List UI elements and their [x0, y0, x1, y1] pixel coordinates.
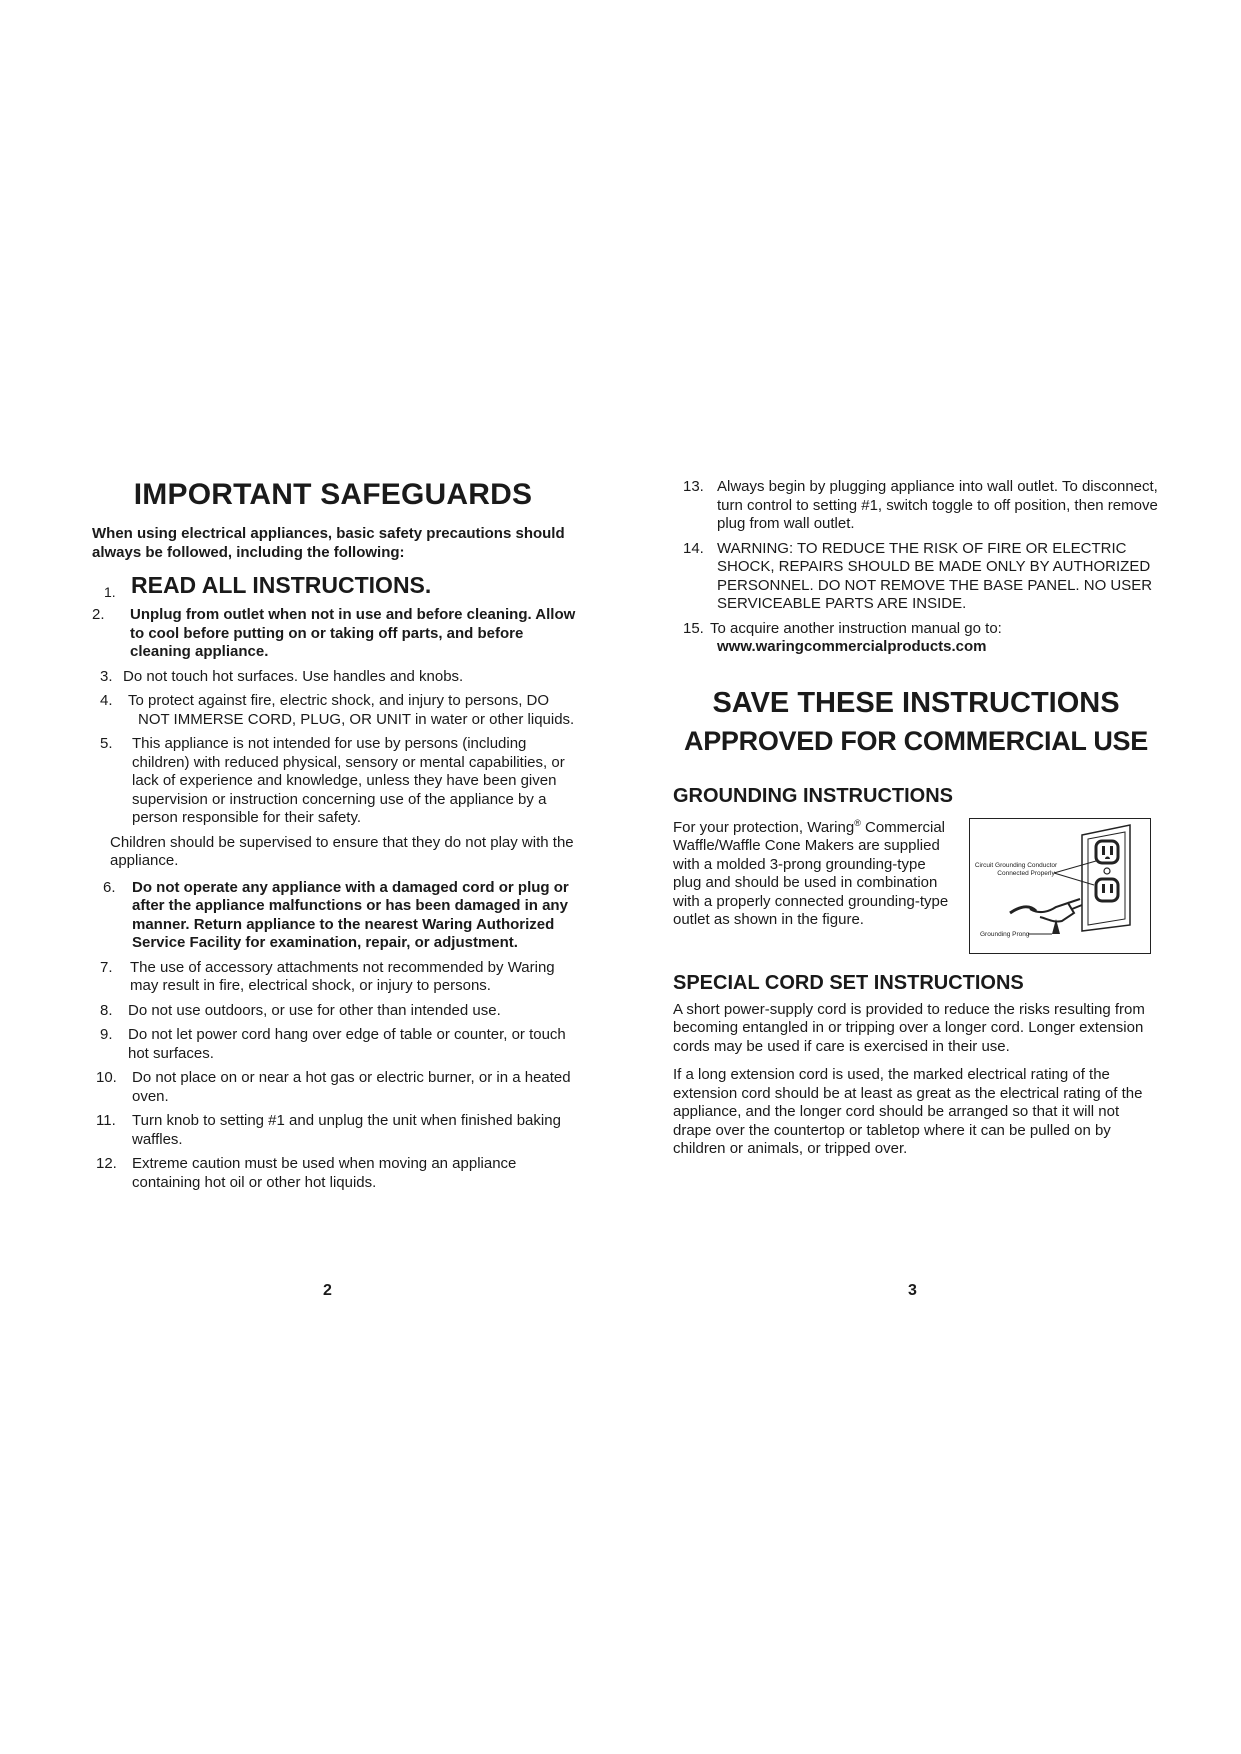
list-item: 13. Always begin by plugging appliance into wall outlet. To disconnect, turn control to setting #1, switch toggle to off position, then remove plug from wall outlet.: [683, 478, 1158, 532]
list-item: 9. Do not let power cord hang over edge of table or counter, or touch hot surfaces.: [100, 1026, 566, 1062]
list-item: 1. READ ALL INSTRUCTIONS.: [104, 572, 432, 600]
list-item: 7. The use of accessory attachments not recommended by Waring may result in fire, electrical shock, or injury to persons.: [100, 958, 555, 994]
list-item: 10. Do not place on or near a hot gas or electric burner, or in a heated oven.: [96, 1069, 571, 1105]
page-title: IMPORTANT SAFEGUARDS: [133, 478, 533, 511]
list-item: 14. WARNING: TO REDUCE THE RISK OF FIRE OR ELECTRIC SHOCK, REPAIRS SHOULD BE MADE ONLY BY AUTHORIZED PERSONNEL. DO NOT REMOVE THE BASE PANEL. NO USER SERVICEABLE PARTS ARE INSIDE.: [683, 539, 1153, 612]
list-item: 8. Do not use outdoors, or use for other than intended use.: [100, 1001, 501, 1019]
list-item: 3. Do not touch hot surfaces. Use handles and knobs.: [100, 667, 464, 685]
page-number: 2: [323, 1282, 332, 1299]
list-item: 12. Extreme caution must be used when moving an appliance containing hot oil or other hot liquids.: [96, 1155, 517, 1191]
cord-paragraph-2: If a long extension cord is used, the marked electrical rating of the extension cord should be at least as great as the electrical rating of the appliance, and the longer cord should be arranged so that it will not drape over the countertop or tabletop where it can be pulled on by children or animals, or tripped over.: [673, 1066, 1143, 1157]
cord-paragraph-1: A short power-supply cord is provided to reduce the risks resulting from becoming entangled in or tripping over a longer cord. Longer extension cords may be used if care is exercised in their use.: [673, 1000, 1145, 1055]
list-item: 2. Unplug from outlet when not in use and before cleaning. Allow to cool before putting on or taking off parts, and before cleaning appliance.: [92, 606, 576, 660]
list-item: 11. Turn knob to setting #1 and unplug the unit when finished baking waffles.: [96, 1112, 561, 1148]
outlet-diagram-icon: [970, 819, 1150, 953]
grounding-section: [673, 814, 1159, 954]
svg-text:Grounding Prong: Grounding Prong: [980, 930, 1030, 938]
approved-title: APPROVED FOR COMMERCIAL USE: [684, 725, 1148, 756]
list-item: 15. To acquire another instruction manual go to: www.waringcommercialproducts.com: [673, 620, 1159, 657]
intro-text: When using electrical appliances, basic safety precautions should always be followed, including the following:: [92, 525, 565, 561]
svg-text:Connected Properly: Connected Properly: [997, 869, 1055, 877]
children-note: Children should be supervised to ensure that they do not play with the appliance.: [110, 833, 574, 869]
save-title: SAVE THESE INSTRUCTIONS: [712, 686, 1120, 719]
right-page: [673, 478, 1159, 1169]
list-item: 5. This appliance is not intended for use by persons (including children) with reduced physical, sensory or mental capabilities, or lack of experience and knowledge, unless they have been given supervision or instruction concerning use of the appliance by a person responsible for their safety.: [100, 735, 565, 826]
svg-text:Circuit Grounding Conductor: Circuit Grounding Conductor: [974, 861, 1058, 869]
list-item: 4. To protect against fire, electric shock, and injury to persons, DO NOT IMMERSE CORD, PLUG, OR UNIT in water or other liquids.: [100, 692, 575, 728]
left-page: [88, 470, 578, 1198]
outlet-figure: [969, 818, 1151, 954]
list-item: 6. Do not operate any appliance with a damaged cord or plug or after the appliance malfunctions or has been damaged in any manner. Return appliance to the nearest Waring Authorized Service Facility for examination, repair, or adjustment.: [103, 878, 569, 951]
grounding-heading: GROUNDING INSTRUCTIONS: [673, 784, 953, 807]
manual-url-link[interactable]: www.waringcommercialproducts.com: [717, 638, 987, 655]
grounding-text: For your protection, Waring® Commercial Waffle/Waffle Cone Makers are supplied with a molded 3-prong grounding-type plug and should be used in combination with a properly connected grounding-type outlet as shown in the figure.: [673, 817, 949, 928]
page-number: 3: [908, 1282, 917, 1299]
cord-heading: SPECIAL CORD SET INSTRUCTIONS: [673, 971, 1024, 994]
